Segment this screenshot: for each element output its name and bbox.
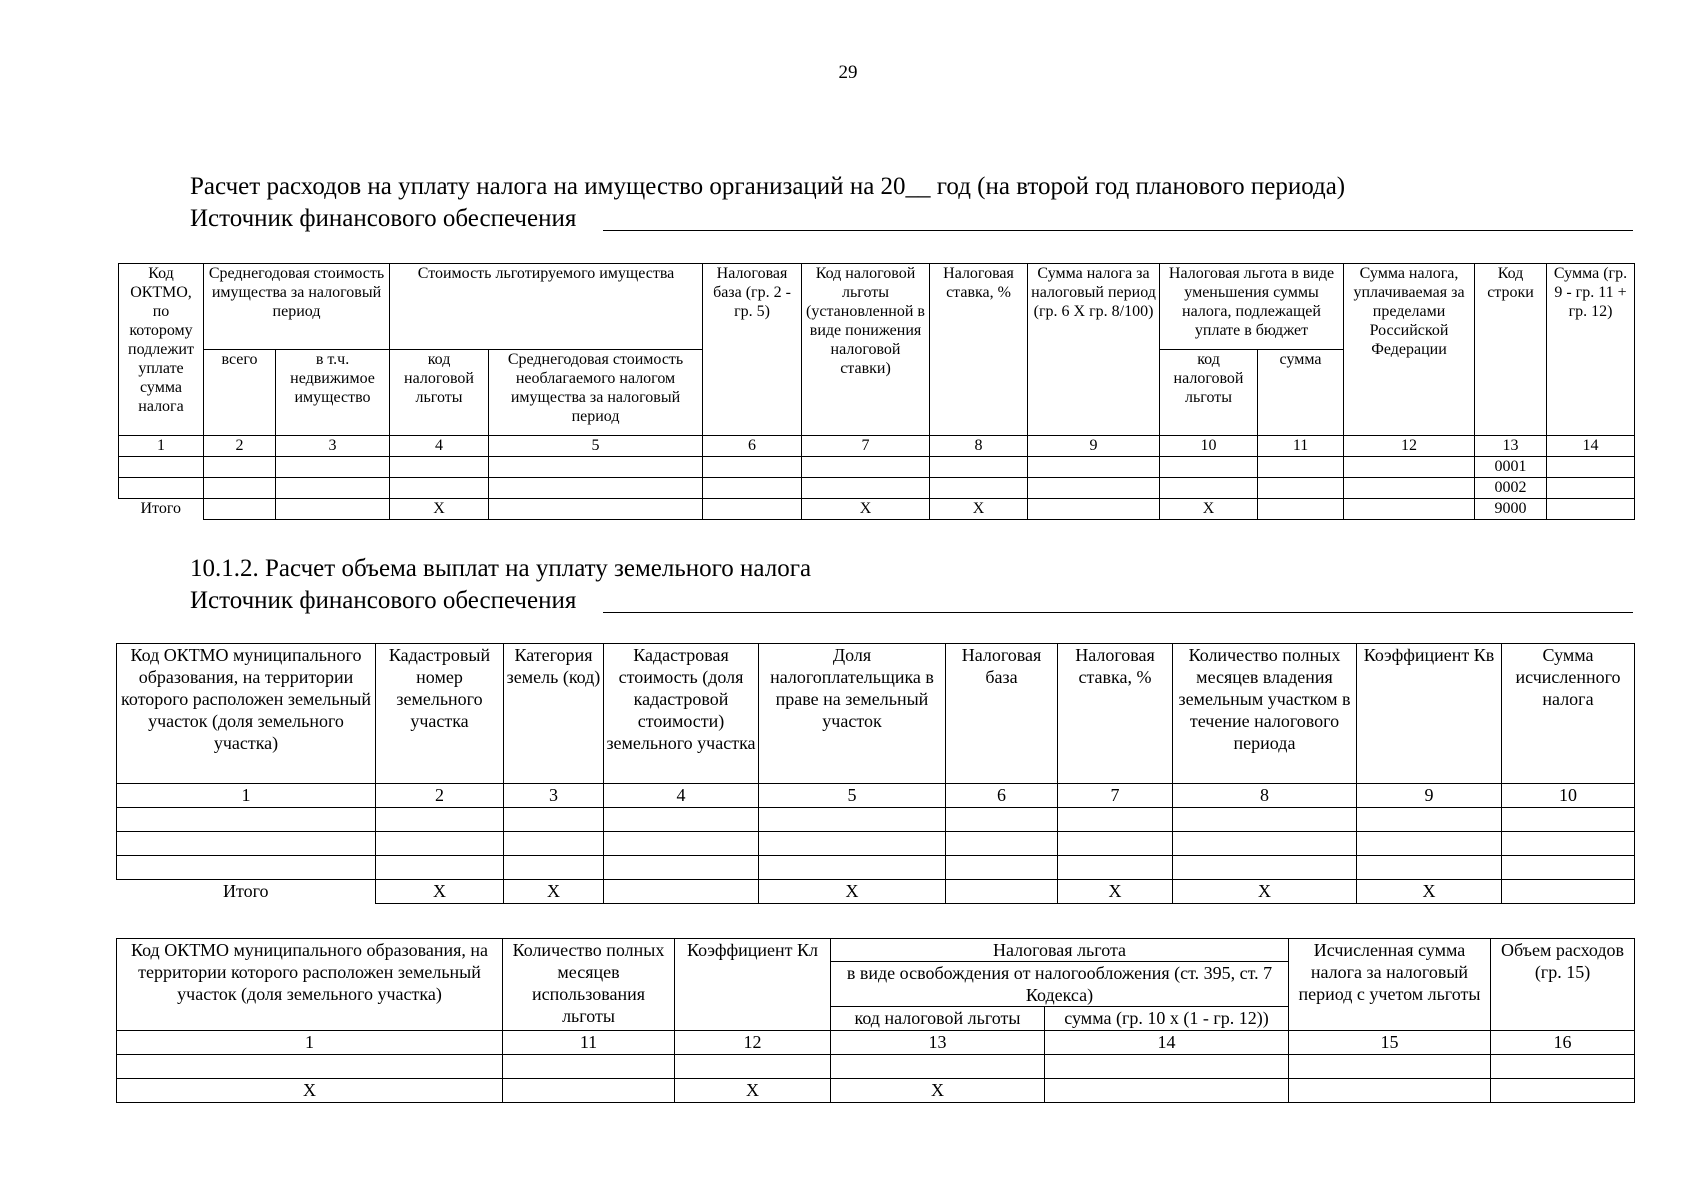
header-tax-base: Налоговая база (гр. 2 - гр. 5) xyxy=(703,264,802,436)
header-oktmo: Код ОКТМО муниципального образования, на территории которого расположен земельный участок (доля земельного участка) xyxy=(117,939,503,1031)
col-num: 7 xyxy=(1058,784,1173,808)
cell[interactable] xyxy=(1491,1055,1635,1079)
header-tax-sum: Сумма исчисленного налога xyxy=(1502,644,1635,784)
header-taxpayer-share: Доля налогоплательщика в праве на земельный участок xyxy=(759,644,946,784)
x-mark: X xyxy=(1058,880,1173,904)
cell[interactable] xyxy=(1289,1055,1491,1079)
cell[interactable] xyxy=(946,808,1058,832)
header-exemption: в виде освобождения от налогообложения (ст. 395, ст. 7 Кодекса) xyxy=(831,962,1289,1007)
col-num: 10 xyxy=(1160,436,1258,457)
cell[interactable] xyxy=(759,832,946,856)
col-num: 1 xyxy=(117,784,376,808)
col-num: 7 xyxy=(802,436,930,457)
header-oktmo: Код ОКТМО муниципального образования, на территории которого расположен земельный участок (доля земельного участка) xyxy=(117,644,376,784)
col-num: 2 xyxy=(204,436,276,457)
x-mark: X xyxy=(802,499,930,520)
total-row xyxy=(117,880,1635,904)
cell[interactable] xyxy=(489,499,703,520)
cell[interactable] xyxy=(276,457,390,478)
total-label: Итого xyxy=(140,500,181,517)
header-tax-rate: Налоговая ставка, % xyxy=(1058,644,1173,784)
cell[interactable] xyxy=(204,478,276,499)
cell[interactable] xyxy=(390,478,489,499)
col-num: 13 xyxy=(831,1031,1045,1055)
col-num: 8 xyxy=(1173,784,1357,808)
col-num: 4 xyxy=(604,784,759,808)
section2-title: 10.1.2. Расчет объема выплат на уплату земельного налога xyxy=(190,555,812,582)
table-row xyxy=(117,808,1635,832)
col-num: 10 xyxy=(1502,784,1635,808)
land-tax-table xyxy=(116,643,1635,904)
col-num: 8 xyxy=(930,436,1028,457)
cell[interactable] xyxy=(930,457,1028,478)
x-mark: X xyxy=(390,499,489,520)
cell[interactable] xyxy=(1058,856,1173,880)
cell[interactable] xyxy=(390,457,489,478)
cell[interactable] xyxy=(117,808,376,832)
x-mark: X xyxy=(1357,880,1502,904)
cell[interactable] xyxy=(119,457,204,478)
header-avg-all: всего xyxy=(204,350,276,436)
cell[interactable] xyxy=(376,856,504,880)
col-num: 2 xyxy=(376,784,504,808)
header-line-code: Код строки xyxy=(1475,264,1547,436)
col-num: 1 xyxy=(117,1031,503,1055)
line-code-cell: 9000 xyxy=(1475,499,1547,520)
col-num: 3 xyxy=(276,436,390,457)
x-mark: X xyxy=(504,880,604,904)
cell[interactable] xyxy=(1173,856,1357,880)
cell[interactable] xyxy=(604,880,759,904)
table-row xyxy=(117,856,1635,880)
header-cadastral-value: Кадастровая стоимость (доля кадастровой стоимости) земельного участка xyxy=(604,644,759,784)
cell[interactable] xyxy=(1028,499,1160,520)
x-mark: X xyxy=(1173,880,1357,904)
section1-source-field[interactable] xyxy=(603,230,1633,231)
cell[interactable] xyxy=(1357,808,1502,832)
cell[interactable] xyxy=(1491,1079,1635,1103)
cell[interactable] xyxy=(204,457,276,478)
header-benefit-sum: сумма (гр. 10 х (1 - гр. 12)) xyxy=(1045,1007,1289,1031)
x-mark: X xyxy=(759,880,946,904)
header-avg-real: в т.ч. недвижимое имущество xyxy=(276,350,390,436)
col-num: 15 xyxy=(1289,1031,1491,1055)
x-mark: X xyxy=(376,880,504,904)
cell[interactable] xyxy=(1058,832,1173,856)
header-total-sum: Сумма (гр. 9 - гр. 11 + гр. 12) xyxy=(1547,264,1635,436)
header-calculated-tax: Исчисленная сумма налога за налоговый период с учетом льготы xyxy=(1289,939,1491,1031)
header-outside-rf: Сумма налога, уплачиваемая за пределами Российской Федерации xyxy=(1344,264,1475,436)
cell[interactable] xyxy=(1547,457,1635,478)
cell[interactable] xyxy=(604,808,759,832)
cell[interactable] xyxy=(802,457,930,478)
header-benefit-avg: Среднегодовая стоимость необлагаемого налогом имущества за налоговый период xyxy=(489,350,703,436)
header-expense-volume: Объем расходов (гр. 15) xyxy=(1491,939,1635,1031)
cell[interactable] xyxy=(703,499,802,520)
x-mark: X xyxy=(675,1079,831,1103)
header-kl-coefficient: Коэффициент Кл xyxy=(675,939,831,1031)
cell[interactable] xyxy=(703,478,802,499)
cell[interactable] xyxy=(1258,457,1344,478)
cell[interactable] xyxy=(117,832,376,856)
cell[interactable] xyxy=(1160,478,1258,499)
col-num: 12 xyxy=(675,1031,831,1055)
cell[interactable] xyxy=(489,457,703,478)
cell[interactable] xyxy=(1502,856,1635,880)
col-num: 12 xyxy=(1344,436,1475,457)
cell[interactable] xyxy=(946,880,1058,904)
cell[interactable] xyxy=(503,1079,675,1103)
col-num: 3 xyxy=(504,784,604,808)
col-num: 4 xyxy=(390,436,489,457)
table-row xyxy=(119,478,1635,499)
cell[interactable] xyxy=(1028,478,1160,499)
cell[interactable] xyxy=(1357,856,1502,880)
cell[interactable] xyxy=(1502,808,1635,832)
cell[interactable] xyxy=(504,856,604,880)
cell[interactable] xyxy=(1547,499,1635,520)
cell[interactable] xyxy=(1344,499,1475,520)
cell[interactable] xyxy=(376,808,504,832)
col-num: 5 xyxy=(489,436,703,457)
cell[interactable] xyxy=(759,808,946,832)
table-row xyxy=(117,1079,1635,1103)
x-mark: X xyxy=(831,1079,1045,1103)
page-number: 29 xyxy=(838,62,858,83)
cell[interactable] xyxy=(930,478,1028,499)
col-num: 13 xyxy=(1475,436,1547,457)
cell[interactable] xyxy=(276,499,390,520)
cell[interactable] xyxy=(1357,832,1502,856)
section2-source-field[interactable] xyxy=(603,612,1633,613)
cell[interactable] xyxy=(1173,808,1357,832)
section1-title: Расчет расходов на уплату налога на имущество организаций на 20__ год (на второй год планового периода) xyxy=(190,173,1346,200)
header-benefit-code: код налоговой льготы xyxy=(390,350,489,436)
cell[interactable] xyxy=(831,1055,1045,1079)
column-numbers-row xyxy=(119,436,1635,457)
cell[interactable] xyxy=(504,808,604,832)
col-num: 5 xyxy=(759,784,946,808)
cell[interactable] xyxy=(1058,808,1173,832)
cell[interactable] xyxy=(117,856,376,880)
cell[interactable] xyxy=(946,832,1058,856)
cell[interactable] xyxy=(1344,478,1475,499)
cell[interactable] xyxy=(1028,457,1160,478)
cell[interactable] xyxy=(604,832,759,856)
cell[interactable] xyxy=(204,499,276,520)
cell[interactable] xyxy=(1173,832,1357,856)
header-months-owned: Количество полных месяцев владения земельным участком в течение налогового периода xyxy=(1173,644,1357,784)
header-tax-rate: Налоговая ставка, % xyxy=(930,264,1028,436)
cell[interactable] xyxy=(119,478,204,499)
col-num: 16 xyxy=(1491,1031,1635,1055)
column-numbers-row xyxy=(117,1031,1635,1055)
cell[interactable] xyxy=(1258,478,1344,499)
header-oktmo: Код ОКТМО, по которому подлежит уплате сумма налога xyxy=(119,264,204,436)
table-row xyxy=(119,457,1635,478)
cell[interactable] xyxy=(1289,1079,1491,1103)
cell[interactable] xyxy=(759,856,946,880)
header-benefit-code: код налоговой льготы xyxy=(831,1007,1045,1031)
table-row xyxy=(117,1055,1635,1079)
section2-source-label: Источник финансового обеспечения xyxy=(190,587,577,614)
col-num: 6 xyxy=(703,436,802,457)
header-reduction-code: код налоговой льготы xyxy=(1160,350,1258,436)
cell[interactable] xyxy=(1045,1079,1289,1103)
cell[interactable] xyxy=(489,478,703,499)
header-tax-benefit: Налоговая льгота xyxy=(831,939,1289,962)
header-cadastral-number: Кадастровый номер земельного участка xyxy=(376,644,504,784)
header-tax-base: Налоговая база xyxy=(946,644,1058,784)
header-rate-benefit-code: Код налоговой льготы (установленной в виде понижения налоговой ставки) xyxy=(802,264,930,436)
col-num: 6 xyxy=(946,784,1058,808)
col-num: 14 xyxy=(1547,436,1635,457)
line-code-cell: 0001 xyxy=(1475,457,1547,478)
cell[interactable] xyxy=(802,478,930,499)
col-num: 14 xyxy=(1045,1031,1289,1055)
cell[interactable] xyxy=(946,856,1058,880)
x-mark: X xyxy=(1160,499,1258,520)
col-num: 11 xyxy=(1258,436,1344,457)
col-num: 9 xyxy=(1028,436,1160,457)
col-num: 11 xyxy=(503,1031,675,1055)
column-numbers-row xyxy=(117,784,1635,808)
section1-source-label: Источник финансового обеспечения xyxy=(190,205,577,232)
cell[interactable] xyxy=(1502,832,1635,856)
header-land-category: Категория земель (код) xyxy=(504,644,604,784)
header-reduction: Налоговая льгота в виде уменьшения суммы налога, подлежащей уплате в бюджет xyxy=(1160,264,1344,350)
cell[interactable] xyxy=(503,1055,675,1079)
header-kv-coefficient: Коэффициент Кв xyxy=(1357,644,1502,784)
header-tax-sum: Сумма налога за налоговый период (гр. 6 X гр. 8/100) xyxy=(1028,264,1160,436)
header-benefit-months: Количество полных месяцев использования льготы xyxy=(503,939,675,1031)
cell[interactable] xyxy=(1160,457,1258,478)
cell[interactable] xyxy=(117,1055,503,1079)
cell[interactable] xyxy=(376,832,504,856)
total-row xyxy=(119,499,1635,520)
x-mark: X xyxy=(930,499,1028,520)
property-tax-table xyxy=(118,263,1635,520)
header-avg-cost: Среднегодовая стоимость имущества за налоговый период xyxy=(204,264,390,350)
cell[interactable] xyxy=(504,832,604,856)
total-label: Итого xyxy=(222,881,269,901)
table-row xyxy=(117,832,1635,856)
cell[interactable] xyxy=(604,856,759,880)
col-num: 1 xyxy=(119,436,204,457)
x-mark: X xyxy=(117,1079,503,1103)
cell[interactable] xyxy=(1344,457,1475,478)
cell[interactable] xyxy=(1045,1055,1289,1079)
cell[interactable] xyxy=(1258,499,1344,520)
cell[interactable] xyxy=(675,1055,831,1079)
cell[interactable] xyxy=(703,457,802,478)
cell[interactable] xyxy=(1547,478,1635,499)
line-code-cell: 0002 xyxy=(1475,478,1547,499)
header-reduction-sum: сумма xyxy=(1258,350,1344,436)
cell[interactable] xyxy=(276,478,390,499)
col-num: 9 xyxy=(1357,784,1502,808)
cell[interactable] xyxy=(1502,880,1635,904)
header-benefit-cost: Стоимость льготируемого имущества xyxy=(390,264,703,350)
land-tax-benefit-table xyxy=(116,938,1635,1103)
